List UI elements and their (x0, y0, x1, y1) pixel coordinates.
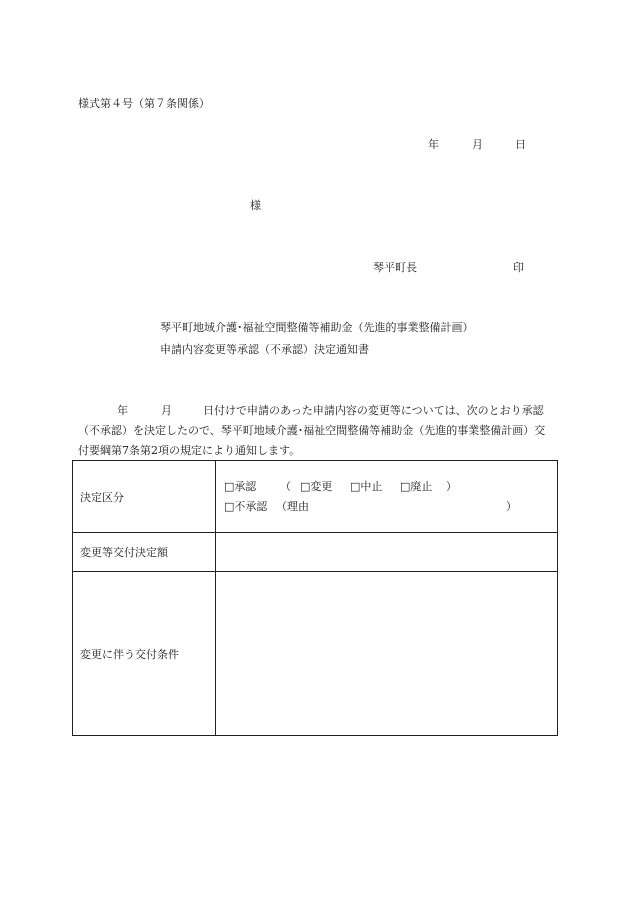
changed-amount-row (73, 533, 558, 572)
disapprove-checkbox[interactable]: □不承認 (224, 499, 268, 513)
paren-open: （ (280, 479, 291, 493)
issuer-title: 琴平町長 (373, 261, 417, 274)
reason-label: （理由 (276, 499, 309, 513)
date-year-label: 年 (428, 138, 439, 151)
body-line3: 付要綱第7条第2項の規定により通知します。 (78, 444, 301, 457)
conditions-value[interactable] (216, 572, 558, 736)
changed-amount-label: 変更等交付決定額 (73, 533, 216, 572)
document-title-line2: 申請内容変更等承認（不承認）決定通知書 (160, 343, 369, 356)
addressee-suffix: 様 (250, 199, 261, 212)
paren-close: ） (446, 479, 457, 493)
date-month-label: 月 (472, 138, 483, 151)
cancel-checkbox[interactable]: □中止 (350, 479, 383, 493)
decision-table (72, 460, 558, 736)
approve-checkbox[interactable]: □承認 (224, 479, 257, 493)
decision-type-label: 決定区分 (73, 461, 216, 533)
reason-close: ） (506, 499, 517, 513)
document-title-line1: 琴平町地域介護･福祉空間整備等補助金（先進的事業整備計画） (160, 321, 474, 334)
abolish-checkbox[interactable]: □廃止 (400, 479, 433, 493)
conditions-label: 変更に伴う交付条件 (73, 572, 216, 736)
date-day-label: 日 (515, 138, 526, 151)
changed-amount-value[interactable] (216, 533, 558, 572)
body-line1-text: 日付けで申請のあった申請内容の変更等については、次のとおり承認 (203, 404, 544, 417)
decision-type-options (216, 461, 558, 533)
conditions-row (73, 572, 558, 736)
body-line2: （不承認）を決定したので、琴平町地域介護･福祉空間整備等補助金（先進的事業整備計画）交 (78, 424, 546, 437)
body-month-label: 月 (161, 404, 172, 417)
seal-mark: 印 (513, 261, 524, 274)
body-year-label: 年 (117, 404, 128, 417)
form-number: 様式第４号（第７条関係） (78, 97, 210, 110)
decision-type-row (73, 461, 558, 533)
change-checkbox[interactable]: □変更 (300, 479, 333, 493)
